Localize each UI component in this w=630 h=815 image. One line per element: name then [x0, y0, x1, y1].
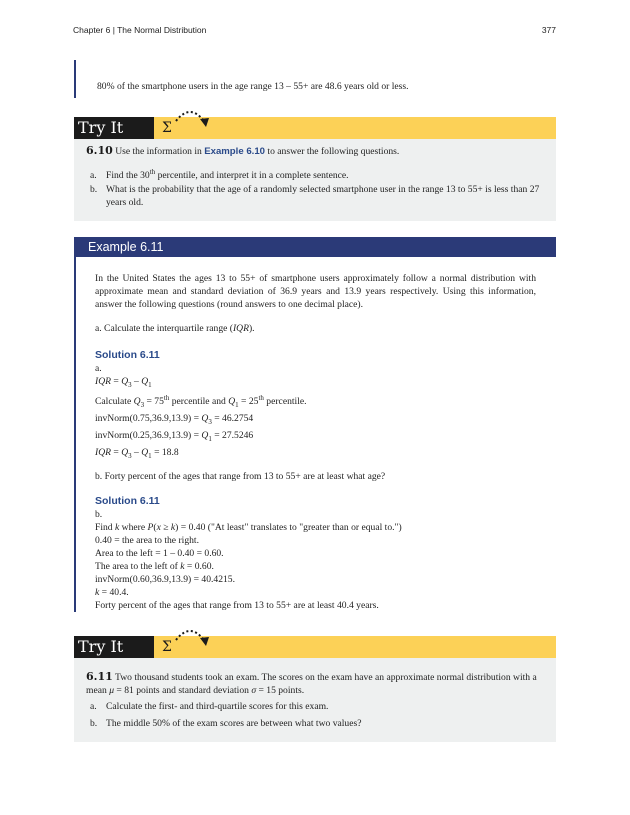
- solution-line: IQR = $Q_3 - Q_1 = 18.8$: [95, 446, 179, 460]
- try-it-box-6-10: [74, 117, 556, 221]
- solution-line: Find k where P(x ≥ k) = 0.40 ("At least" translates to "greater than or equal to."): [95, 522, 402, 533]
- item-label: b.: [90, 184, 98, 195]
- solution-line: invNorm(0.75,36.9,13.9) = $Q_3 = 46.2754$: [95, 413, 254, 426]
- try-it-label: Try It: [74, 117, 154, 139]
- solution-label-b: Solution 6.11: [95, 495, 160, 507]
- top-note: 80% of the smartphone users in the age range 13 – 55+ are 48.6 years old or less.: [97, 81, 409, 92]
- question-b: b. Forty percent of the ages that range from 13 to 55+ are at least what age?: [95, 471, 386, 482]
- solution-line: The area to the left of k = 0.60.: [95, 561, 214, 572]
- item-label: b.: [90, 718, 98, 729]
- solution-label-a: Solution 6.11: [95, 349, 160, 361]
- item-label: a.: [90, 170, 97, 182]
- try-it-box-6-11: [74, 636, 556, 742]
- question-a: a. Calculate the interquartile range (IQR).: [95, 323, 255, 334]
- list-item: [90, 183, 550, 209]
- item-text: What is the probability that the age of a randomly selected smartphone user in the range 13 to 55+ is less than 27 years old.: [106, 184, 540, 208]
- solution-line: Area to the left = 1 – 0.40 = 0.60.: [95, 548, 224, 559]
- solution-b-lines: [95, 508, 402, 612]
- solution-line: invNorm(0.25,36.9,13.9) = $Q_1 = 27.5246$: [95, 429, 254, 443]
- try-it-intro: 6.11 Two thousand students took an exam. The scores on the exam have an approximate normal distribution with a mean μ = 81 points and standard deviation σ = 15 points.: [86, 670, 537, 696]
- item-label: a.: [90, 701, 97, 712]
- sigma-icon: Σ: [162, 639, 172, 655]
- list-item: [90, 717, 361, 730]
- dotted-arrow-icon: [174, 626, 210, 652]
- solution-line: invNorm(0.60,36.9,13.9) = 40.4215.: [95, 574, 235, 585]
- example-left-rule: [74, 257, 76, 612]
- solution-line: Calculate $Q_3 = 75th$ percentile and $Q_1 = 25th$ percentile.: [95, 393, 307, 409]
- item-text: Find the 30th percentile, and interpret it in a complete sentence.: [106, 168, 349, 182]
- left-rule: [74, 60, 76, 98]
- exercise-number: 6.11: [86, 670, 113, 683]
- chapter-header: Chapter 6 | The Normal Distribution: [73, 25, 207, 35]
- solution-line: Forty percent of the ages that range from 13 to 55+ are at least 40.4 years.: [95, 600, 379, 611]
- item-text: The middle 50% of the exam scores are between what two values?: [106, 718, 362, 729]
- example-title: Example 6.11: [74, 237, 556, 257]
- sigma-icon: Σ: [162, 120, 172, 136]
- solution-line: a.: [95, 363, 102, 374]
- try-it-intro: [86, 144, 546, 158]
- solution-line: IQR = $Q_3 - Q_1$: [95, 376, 152, 389]
- intro-text: Use the information in: [115, 146, 205, 157]
- example-intro: In the United States the ages 13 to 55+ of smartphone users approximately follow a normal distribution with approximate mean and standard deviation of 36.9 years and 13.9 years respectively. Using this information, answer the following questions (round answers to one decimal place).: [95, 273, 536, 310]
- dotted-arrow-icon: [174, 107, 210, 133]
- try-it-label: Try It: [74, 636, 154, 658]
- solution-a-lines: [95, 362, 307, 463]
- list-item: [90, 166, 349, 182]
- solution-line: k = 40.4.: [95, 587, 129, 598]
- page-number: 377: [541, 25, 556, 35]
- solution-line: b.: [95, 509, 103, 520]
- intro-text-post: to answer the following questions.: [265, 146, 400, 157]
- list-item: [90, 700, 328, 713]
- solution-line: 0.40 = the area to the right.: [95, 535, 199, 546]
- exercise-number: 6.10: [86, 144, 113, 157]
- item-text: Calculate the first- and third-quartile scores for this exam.: [106, 701, 329, 712]
- example-link[interactable]: Example 6.10: [204, 146, 266, 157]
